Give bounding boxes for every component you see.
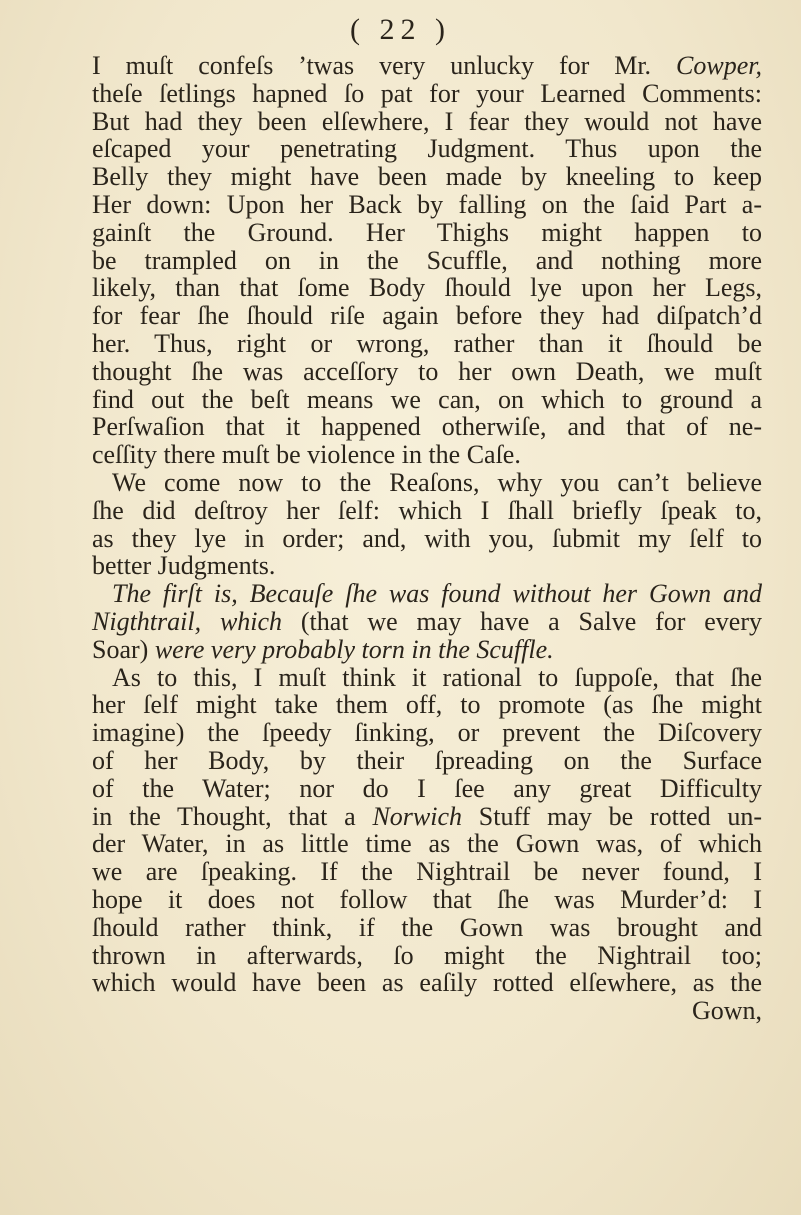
italic-text: Norwich [372, 801, 463, 831]
text-segment: find out the beſt means we can, on which to ground a [92, 384, 762, 414]
italic-text: Cowper, [676, 51, 762, 80]
text-segment: eſcaped your penetrating Judgment. Thus upon the [92, 134, 762, 164]
text-segment: better Judgments. [92, 551, 276, 581]
text-line [92, 52, 762, 80]
text-line [92, 803, 762, 831]
text-line [92, 247, 762, 275]
text-segment: (that we may have a Salve for every [282, 606, 763, 636]
text-line [92, 469, 762, 497]
text-line [92, 413, 762, 441]
text-line [92, 942, 762, 970]
text-segment: Stuff may be rotted un- [462, 801, 762, 831]
text-segment: which would have been as eaſily rotted elſewhere, as the [92, 968, 762, 998]
text-line [92, 441, 762, 469]
text-line [92, 914, 762, 942]
text-line [92, 997, 762, 1025]
text-segment: Gown, [691, 996, 762, 1026]
text-line [92, 886, 762, 914]
text-segment [201, 607, 220, 636]
text-segment: we are ſpeaking. If the Nightrail be never found, I [92, 857, 762, 887]
text-line [92, 386, 762, 414]
text-segment: der Water, in as little time as the Gown was, of which [92, 829, 762, 859]
text-segment: her. Thus, right or wrong, rather than it ſhould be [92, 328, 762, 358]
text-line [92, 691, 762, 719]
text-line [92, 969, 762, 997]
text-line [92, 636, 762, 664]
italic-text: The firſt is, Becauſe ſhe was found without her Gown and [112, 579, 762, 609]
text-segment: as they lye in order; and, with you, ſubmit my ſelf to [92, 523, 762, 553]
italic-text: which [219, 606, 283, 636]
text-line [92, 358, 762, 386]
text-segment: Soar) [92, 634, 155, 664]
text-segment: in the Thought, that a [92, 801, 373, 831]
text-segment: As to this, I muſt think it rational to ſuppoſe, that ſhe [112, 662, 762, 692]
text-segment: be trampled on in the Scuffle, and nothing more [92, 245, 762, 275]
text-segment: likely, than that ſome Body ſhould lye upon her Legs, [92, 273, 762, 303]
text-line [92, 552, 762, 580]
text-line [92, 580, 762, 608]
text-segment: ſhould rather think, if the Gown was brought and [92, 912, 762, 942]
text-line [92, 330, 762, 358]
italic-text: were very probably torn in the Scuffle. [154, 634, 554, 664]
text-segment: I muſt confeſs ’twas very unlucky for Mr. [92, 51, 677, 80]
text-line [92, 525, 762, 553]
text-line [92, 775, 762, 803]
text-segment: theſe ſetlings hapned ſo pat for your Learned Comments: [92, 78, 762, 108]
text-segment: hope it does not follow that ſhe was Murder’d: I [92, 884, 762, 914]
text-line [92, 664, 762, 692]
text-line [92, 858, 762, 886]
text-line [92, 719, 762, 747]
text-segment: Belly they might have been made by kneeling to keep [92, 162, 762, 192]
text-segment: thought ſhe was acceſſory to her own Death, we muſt [92, 356, 762, 386]
text-line [92, 191, 762, 219]
text-segment: of the Water; nor do I ſee any great Difficulty [92, 773, 762, 803]
text-segment: ſhe did deſtroy her ſelf: which I ſhall briefly ſpeak to, [92, 495, 762, 525]
text-line [92, 497, 762, 525]
text-line [92, 302, 762, 330]
text-segment: gainſt the Ground. Her Thighs might happen to [92, 217, 762, 247]
text-line [92, 830, 762, 858]
text-line [92, 219, 762, 247]
text-segment: But had they been elſewhere, I fear they would not have [92, 106, 762, 136]
text-line [92, 274, 762, 302]
text-line [92, 608, 762, 636]
italic-text: Nigthtrail, [92, 606, 202, 636]
text-segment: thrown in afterwards, ſo might the Nightrail too; [92, 940, 762, 970]
text-segment: We come now to the Reaſons, why you can’t believe [112, 467, 762, 497]
text-segment: Perſwaſion that it happened otherwiſe, and that of ne- [92, 412, 762, 442]
text-segment: of her Body, by their ſpreading on the Surface [92, 745, 762, 775]
text-segment: her ſelf might take them off, to promote (as ſhe might [92, 690, 762, 720]
text-line [92, 108, 762, 136]
text-line [92, 747, 762, 775]
text-segment: imagine) the ſpeedy ſinking, or prevent the Diſcovery [92, 718, 762, 748]
text-line [92, 135, 762, 163]
text-segment: ceſſity there muſt be violence in the Caſe. [92, 440, 521, 470]
text-segment: for fear ſhe ſhould riſe again before they had diſpatch’d [92, 301, 762, 331]
text-line [92, 80, 762, 108]
text-line [92, 163, 762, 191]
body-text [92, 52, 762, 1025]
text-segment: Her down: Upon her Back by falling on the ſaid Part a- [92, 189, 762, 219]
page-number: ( 22 ) [350, 13, 451, 46]
